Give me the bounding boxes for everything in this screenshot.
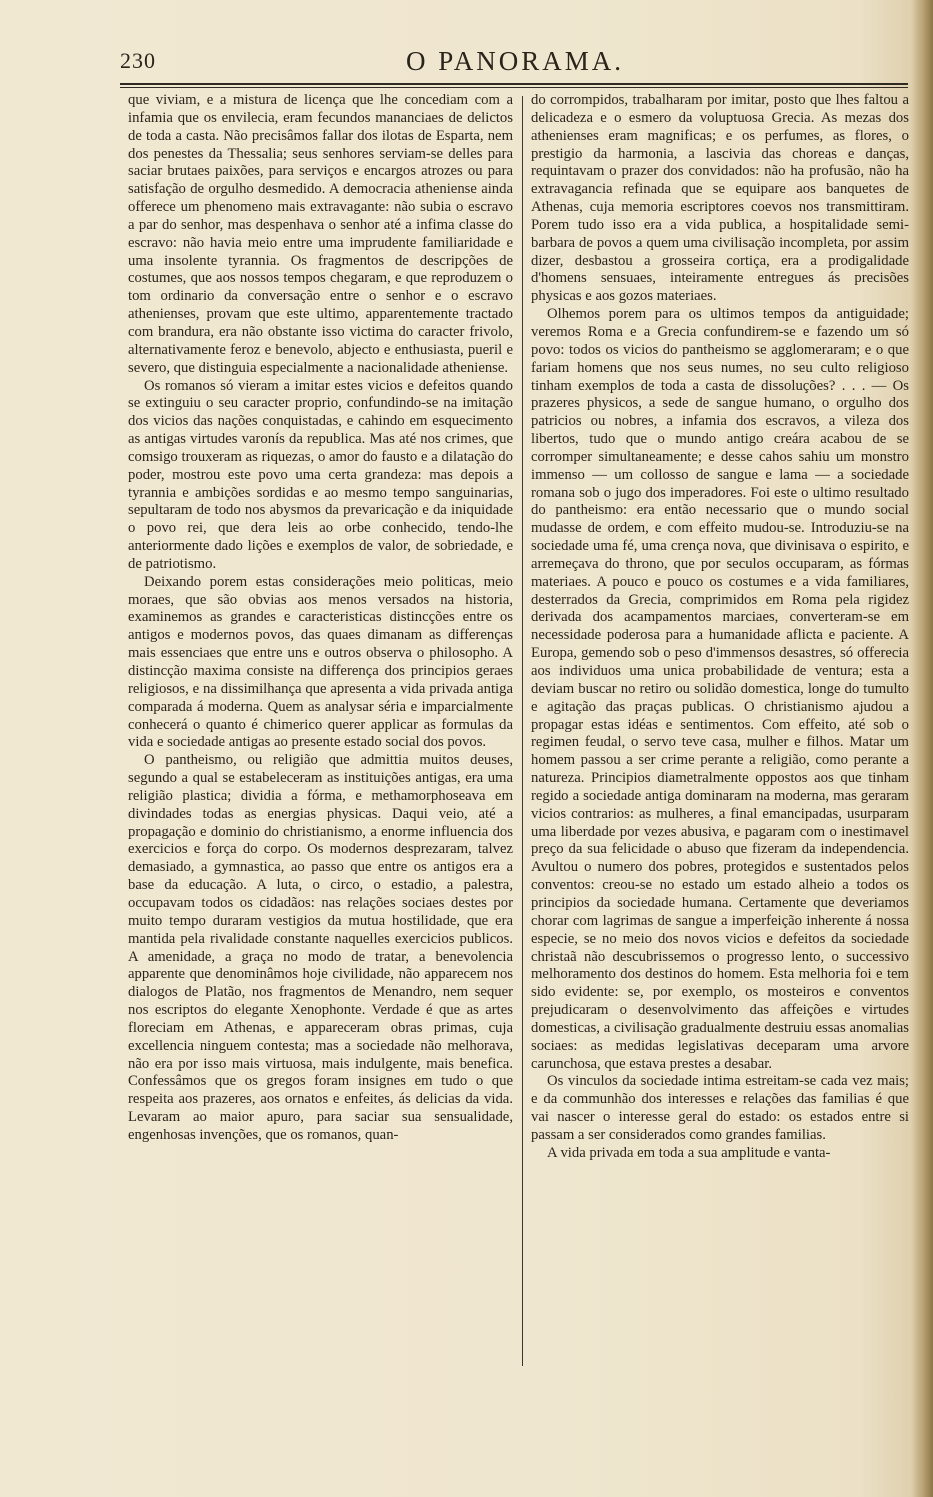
paragraph: que viviam, e a mistura de licença que lhe concediam com a infamia que os envilecia, eram fecundos mananciaes de delictos de toda a casta. Não precisâmos fallar dos ilotas de Esparta, nem dos penestes da Thessalia; seus senhores serviam-se delles para saciar brutaes paixões, para serviços e encargos atrozes ou para satisfação de orgulho desmedido. A democracia atheniense ainda offerece um phenomeno mais extravagante: não subia o escravo a par do senhor, mas despenhava o senhor até a infima classe do escravo: não havia meio entre uma imprudente familiaridade e uma insolente tyrannia. Os fragmentos de descripções de costumes, que aos nossos tempos chegaram, e que reproduzem o tom ordinario da conversação entre o senhor e o escravo athenienses, provam que este ultimo, apparentemente tractado com brandura, era não obstante isso victima do caracter frivolo, alternativamente feroz e benevolo, abjecto e enthusiasta, pueril e severo, que distinguia especialmente a nacionalidade atheniense. [128,92,513,376]
page-number: 230 [120,48,156,73]
paragraph: do corrompidos, trabalharam por imitar, posto que lhes faltou a delicadeza e o esmero da voluptuosa Grecia. As mezas dos athenienses eram magnificas; e os perfumes, as flores, o prestigio da harmonia, a lascivia das choreas e danças, requintavam o prazer dos convidados: não ha profusão, não ha extravagancia refinada que se equipare aos banquetes de Athenas, cuja memoria escriptores coevos nos transmittiram. Porem tudo isso era a vida publica, a hospitalidade semi-barbara de povos a quem uma civilisação incompleta, por assim dizer, desbastou a grosseira cortiça, era a prodigalidade d'homens sensuaes, inteiramente entregues ás precisões physicas e aos gozos materiaes. [531,92,909,305]
column-divider [522,96,523,1366]
paragraph: Deixando porem estas considerações meio politicas, meio moraes, que são obvias aos menos versados na historia, examinemos as grandes e caracteristicas distincções entre os antigos e modernos povos, das quaes dimanam as differenças mais essenciaes que entre uns e outros observa o philosopho. A distincção maxima consiste na differença dos principios geraes religiosos, e na dissimilhança que apresenta a vida privada antiga comparada á moderna. Quem as analysar séria e imparcialmente conhecerá o quanto é chimerico querer applicar as formulas da vida e sociedade antigas ao presente estado social dos povos. [128,573,513,751]
paragraph: Os vinculos da sociedade intima estreitam-se cada vez mais; e da communhão dos interesses e relações das familias é que vai nascer o interesse geral do estado: os estados entre si passam a ser considerados como grandes familias. [531,1073,909,1143]
paragraph: Os romanos só vieram a imitar estes vicios e defeitos quando se extinguiu o seu caracter proprio, confundindo-se na imitação dos vicios das nações conquistadas, e cahindo em esquecimento as antigas virtudes varonís da republica. Mas até nos crimes, que comsigo trouxeram as riquezas, o amor do fausto e a dilatação do poder, mostrou este povo uma certa grandeza: mas depois a tyrannia e ambições sordidas e ao mesmo tempo sanguinarias, sepultaram de todo nos abysmos da prevaricação e da iniquidade o povo rei, que dera leis ao orbe conhecido, tendo-lhe anteriormente dado lições e exemplos de valor, de sobriedade, e de patriotismo. [128,377,513,572]
header-rule [120,83,908,85]
right-column [531,92,909,1163]
left-column [128,92,513,1145]
page-edge-shadow [911,0,933,1497]
paragraph: O pantheismo, ou religião que admittia muitos deuses, segundo a qual se estabeleceram as instituições antigas, era uma religião plastica; dividia a fórma, e methamorphoseava em divindades todas as energias physicas. Daqui veio, até a propagação e dominio do christianismo, a enorme influencia dos exercicios e força do corpo. Os modernos desprezaram, talvez demasiado, a gymnastica, ao passo que entre os antigos era a base da educação. A luta, o circo, o estadio, a palestra, occupavam todos os cidadãos: nas relações sociaes destes por muito tempo duraram vestigios da mutua hostilidade, que era mantida pela rivalidade constante naquelles exercicios publicos. A amenidade, a graça no modo de tratar, a benevolencia apparente que denominâmos hoje civilidade, não apparecem nos dialogos de Platão, nos fragmentos de Menandro, nem sequer nos escriptos do elegante Xenophonte. Verdade é que as artes floreciam em Athenas, e appareceram obras primas, cuja excellencia ninguem contesta; mas a sociedade não melhorava, não era por isso mais virtuosa, mais indulgente, mais benefica. Confessâmos que os gregos foram insignes em tudo o que respeita aos prazeres, aos ornatos e enfeites, ás delicias da vida. Levaram ao maior apuro, para saciar sua sensualidade, engenhosas invenções, que os romanos, quan- [128,752,513,1143]
journal-title: O PANORAMA. [405,46,625,76]
header-rule-thin [120,87,908,88]
page-header [120,44,910,78]
paragraph: Olhemos porem para os ultimos tempos da antiguidade; veremos Roma e a Grecia confundirem-se e fazendo um só povo: todos os vicios do pantheismo se agglomeraram; e o que fariam homens que nos seus numes, no seu culto religioso tinham exemplos de toda a casta de dissoluções? . . . — Os prazeres physicos, a sede de sangue humano, o orgulho dos patricios ou nobres, a infamia dos escravos, a vileza dos libertos, tudo que o mundo antigo creára acabou de se corromper simultaneamente; e desse cahos sahiu um monstro immenso — um collosso de sangue e lama — a sociedade romana sob o jugo dos imperadores. Foi este o ultimo resultado do pantheismo: era então necessario que o mundo social mudasse de ordem, e com effeito mudou-se. Introduziu-se na sociedade uma fé, uma crença nova, que divinisava o espirito, e arremeçava do throno, que por seculos occuparam, as fórmas materiaes. A pouco e pouco os costumes e a vida familiares, desterrados da Grecia, comprimidos em Roma pela rigidez derivada dos acampamentos marciaes, converteram-se em necessidade poderosa para a humanidade aflicta e paciente. A Europa, gemendo sob o peso d'immensos desastres, só offerecia aos individuos uma unica probabilidade de ventura; esta a deviam buscar no retiro ou solidão domestica, longe do tumulto e agitação das praças publicas. O christianismo ajudou a propagar estas idéas e sentimentos. Com effeito, até sob o regimen feudal, o servo teve casa, mulher e filhos. Matar um homem passou a ser crime perante a religião, como perante a natureza. Principios diametralmente oppostos aos que tinham regido a sociedade antiga dominaram na moderna, mas geraram vicios contrarios: as mulheres, a final emancipadas, usurparam uma liberdade por vezes abusiva, e pagaram com o inestimavel preço da sua felicidade o abuso que fizeram da independencia. Avultou o numero dos pobres, protegidos e sustentados pelos conventos: creou-se no estado um estado alheio a todos os principios da sociedade humana. Certamente que deveriamos chorar com lagrimas de sangue a imperfeição inherente á nossa especie, se no meio dos novos vicios e defeitos da sociedade christaã não descubrissemos o progresso lento, o successivo melhoramento dos destinos do homem. Esta melhoria foi e tem sido evidente: se, por exemplo, os mosteiros e conventos prejudicaram o desenvolvimento das affeições e virtudes domesticas, a civilisação gradualmente destruiu essas anomalias sociaes: as medidas legislativas deceparam uma arvore carunchosa, que estava prestes a desabar. [531,306,909,1072]
paragraph: A vida privada em toda a sua amplitude e vanta- [547,1144,831,1161]
